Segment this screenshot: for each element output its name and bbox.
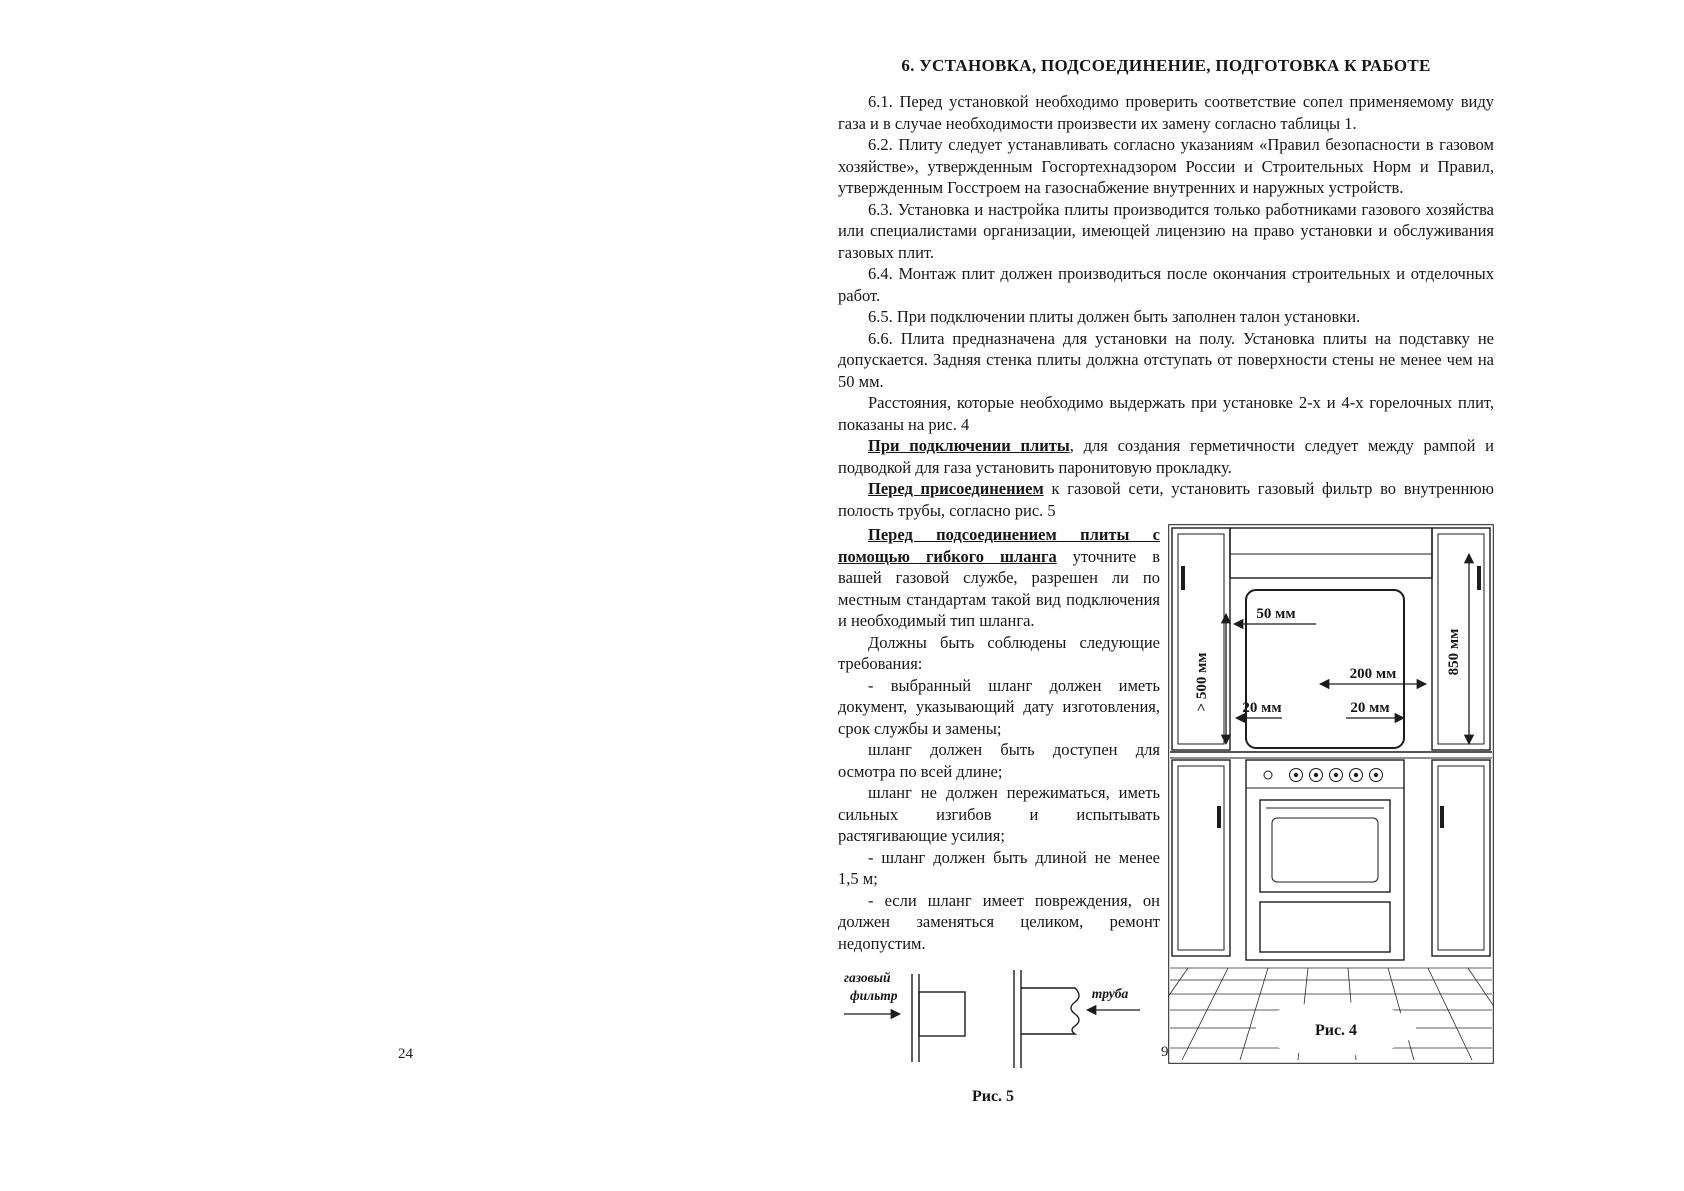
dimension-annotations: [1194, 554, 1469, 744]
paragraph-hose: [838, 524, 1160, 632]
paragraph-text: уточните в вашей газовой службе, разрешен ли по местным стандартам такой вид подключения и необходимый тип шланга.: [838, 546, 1160, 630]
paragraph-req-document: [838, 675, 1160, 740]
paragraph-6-2: [838, 134, 1494, 199]
paragraph-text: к газовой сети, установить газовый фильтр во внутреннюю полость трубы, согласно рис. 5: [838, 479, 1494, 520]
cabinet-handle: [1440, 806, 1444, 828]
paragraph-text: шланг должен быть доступен для осмотра по всей длине;: [838, 740, 1160, 781]
paragraph-lead: Перед присоединением: [868, 479, 1044, 498]
text-block-top: [838, 91, 1494, 521]
paragraph-text: шланг не должен пережиматься, иметь сильных изгибов и испытывать растягивающие усилия;: [838, 783, 1160, 845]
paragraph-text: - шланг должен быть длиной не менее 1,5 м;: [838, 847, 1160, 888]
page-content: [838, 56, 1494, 1106]
paragraph-distances: [838, 392, 1494, 435]
broken-pipe-shape: [1021, 988, 1079, 1034]
pipe-drawing: [1014, 970, 1140, 1068]
paragraph-6-4: [838, 263, 1494, 306]
paragraph-text: 6.5. При подключении плиты должен быть заполнен талон установки.: [868, 307, 1361, 326]
page-number-right: 9: [1161, 1044, 1169, 1060]
paragraph-filter: [838, 478, 1494, 521]
two-column-area: [838, 524, 1494, 1106]
paragraph-lead: При подключении плиты: [868, 436, 1070, 455]
figure-4: [1168, 524, 1494, 1064]
paragraph-text: - выбранный шланг должен иметь документ, указывающий дату изготовления, срок службы и замены;: [838, 675, 1160, 738]
paragraph-text: Должны быть соблюдены следующие требования:: [838, 632, 1160, 673]
paragraph-text: 6.6. Плита предназначена для установки на полу. Установка плиты на подставку не допускается. Задняя стенка плиты должна отступать от поверхности стены не менее чем на 50 мм.: [838, 328, 1494, 391]
paragraph-text: Расстояния, которые необходимо выдержать при установке 2-х и 4-х горелочных плит, показаны на рис. 4: [838, 393, 1494, 434]
stove-knobs: [1290, 769, 1383, 782]
left-text-column: [838, 524, 1160, 1106]
paragraph-text: , для создания герметичности следует между рампой и подводкой для газа установить паронитовую прокладку.: [838, 436, 1494, 477]
paragraph-req-length: [838, 847, 1160, 890]
gas-filter-label-line1: газовый: [844, 970, 891, 985]
paragraph-6-3: [838, 199, 1494, 264]
figure-4-frame: [1169, 525, 1494, 1064]
dim-200mm-label: 200 мм: [1349, 666, 1397, 682]
upper-cabinets: [1172, 528, 1490, 750]
base-cabinets: [1172, 760, 1490, 956]
paragraph-6-6: [838, 328, 1494, 393]
igniter-button: [1264, 771, 1272, 779]
section-title: 6. УСТАНОВКА, ПОДСОЕДИНЕНИЕ, ПОДГОТОВКА К РАБОТЕ: [901, 56, 1431, 75]
paragraph-text: 6.1. Перед установкой необходимо проверить соответствие сопел применяемому виду газа и в случае необходимости произвести их замену согласно таблицы 1.: [838, 92, 1494, 133]
oven-window: [1272, 818, 1378, 882]
paragraph-connection: [838, 435, 1494, 478]
stove-drawer: [1260, 902, 1390, 952]
paragraph-req-inspection: [838, 739, 1160, 782]
paragraph-req-bends: [838, 782, 1160, 847]
figure-5: [842, 968, 1144, 1106]
pipe-label: труба: [1091, 986, 1129, 1001]
dim-20mm-right-label: 20 мм: [1350, 700, 1390, 716]
paragraph-req-damage: [838, 890, 1160, 955]
countertop: [1170, 752, 1492, 758]
paragraph-text: 6.3. Установка и настройка плиты производится только работниками газового хозяйства или специалистами организации, имеющей лицензию на право установки и обслуживания газовых плит.: [838, 199, 1494, 262]
figure-5-diagram: [842, 968, 1144, 1086]
paragraph-text: 6.2. Плиту следует устанавливать согласно указаниям «Правил безопасности в газовом хозяйстве», утвержденным Госгортехнадзором России и Строительных Норм и Правил, утвержденным Госстроем на газоснабжение внутренних и наружных устройств.: [838, 135, 1494, 197]
paragraph-6-5: [838, 306, 1494, 328]
dim-850mm-label: 850 мм: [1446, 628, 1462, 676]
gas-filter-label-line2: фильтр: [850, 988, 898, 1003]
figure-4-diagram: [1168, 524, 1494, 1064]
cabinet-handle: [1477, 566, 1481, 590]
cabinet-handle: [1181, 566, 1185, 590]
right-figure-column: [1168, 524, 1494, 1106]
paragraph-text: - если шланг имеет повреждения, он должен заменяться целиком, ремонт недопустим.: [838, 890, 1160, 953]
dim-20mm-left-label: 20 мм: [1242, 700, 1282, 716]
figure-4-caption: Рис. 4: [1314, 1022, 1358, 1039]
paragraph-requirements: [838, 632, 1160, 675]
figure-5-caption: Рис. 5: [971, 1088, 1015, 1105]
cabinet-handle: [1217, 806, 1221, 828]
oven-door: [1260, 800, 1390, 892]
paragraph-lead: Перед подсоединением плиты с помощью гибкого шланга: [838, 525, 1160, 566]
dim-500mm-label: > 500 мм: [1194, 652, 1210, 712]
gas-filter-drawing: [844, 970, 965, 1062]
paragraph-6-1: [838, 91, 1494, 134]
filter-box: [919, 992, 965, 1036]
page-number-left: 24: [398, 1046, 413, 1062]
dim-50mm-label: 50 мм: [1256, 606, 1296, 622]
stove-drawing: [1246, 760, 1404, 960]
paragraph-text: 6.4. Монтаж плит должен производиться после окончания строительных и отделочных работ.: [838, 264, 1494, 305]
